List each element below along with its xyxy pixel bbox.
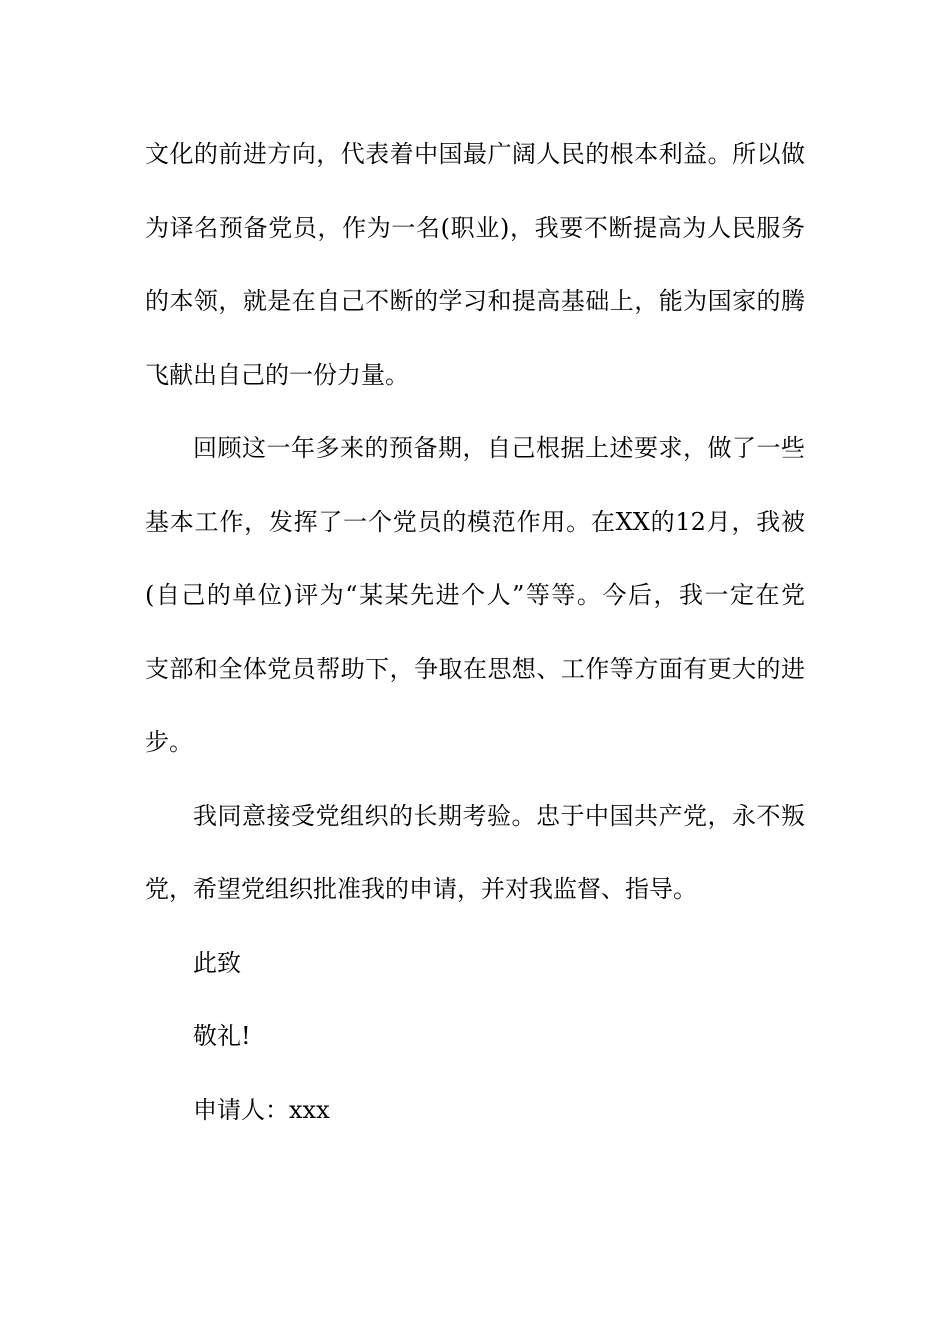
- text-line: 为译名预备党员，作为一名(职业)，我要不断提高为人民服务: [145, 213, 805, 242]
- text-line: 基本工作，发挥了一个党员的模范作用。在XX的12月，我被: [145, 507, 805, 536]
- closing-phrase: 此致: [193, 948, 241, 977]
- text-line: (自己的单位)评为“某某先进个人”等等。今后，我一定在党: [145, 581, 805, 609]
- text-line: 飞献出自己的一份力量。: [145, 360, 409, 389]
- signature: 申请人：xxx: [193, 1095, 330, 1124]
- text-line: 回顾这一年多来的预备期，自己根据上述要求，做了一些: [193, 434, 805, 462]
- paragraph-1: [145, 118, 805, 412]
- salute: 敬礼!: [193, 1022, 251, 1050]
- paragraph-2: [145, 412, 805, 780]
- text-line: 步。: [145, 728, 193, 756]
- text-line: 支部和全体党员帮助下，争取在思想、工作等方面有更大的进: [145, 654, 805, 683]
- paragraph-3: [145, 780, 805, 927]
- text-line: 我同意接受党组织的长期考验。忠于中国共产党，永不叛: [193, 801, 805, 830]
- text-line: 党，希望党组织批准我的申请，并对我监督、指导。: [145, 875, 697, 903]
- text-line: 文化的前进方向，代表着中国最广阔人民的根本利益。所以做: [145, 140, 805, 168]
- text-line: 的本领，就是在自己不断的学习和提高基础上，能为国家的腾: [145, 287, 805, 315]
- document-body: [145, 118, 805, 1147]
